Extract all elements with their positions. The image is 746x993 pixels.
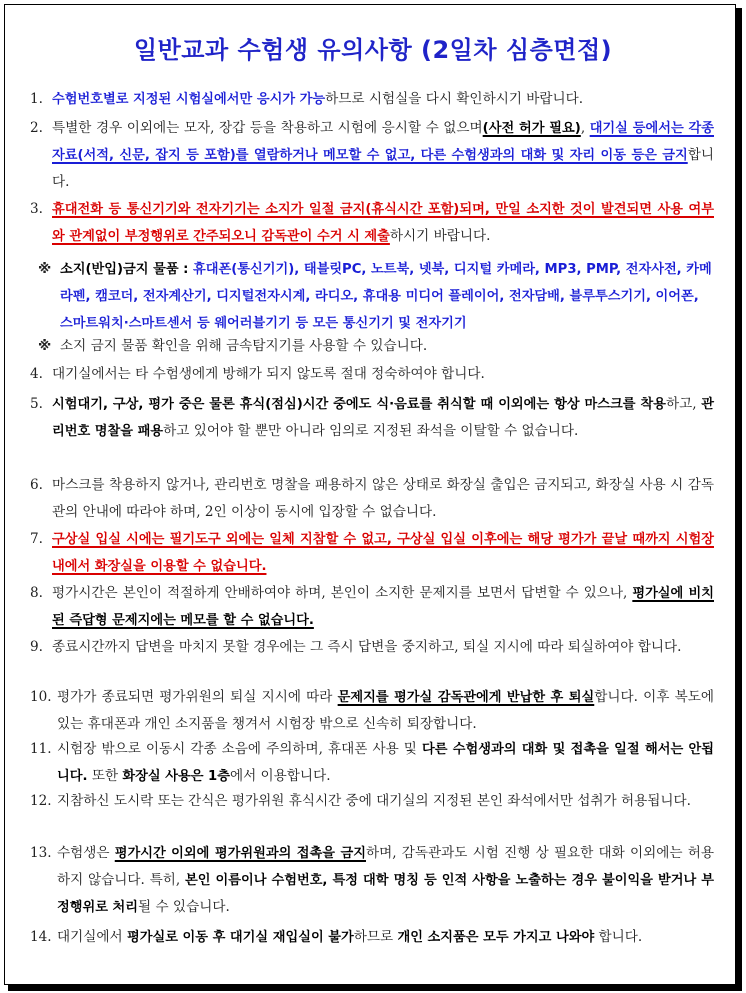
notice-item: [30, 86, 714, 113]
notice-item-number: 7.: [30, 531, 43, 547]
page-shadow-bottom: [8, 985, 742, 991]
notice-text: 대기실에서는 타 수험생에게 방해가 되지 않도록 절대 정숙하여야 합니다.: [52, 366, 485, 382]
page-title: 일반교과 수험생 유의사항 (2일차 심층면접): [133, 36, 613, 64]
notice-item-number: 1.: [30, 91, 43, 107]
notice-text: 하고,: [665, 396, 702, 412]
emphasis-text: 시험대기, 구상, 평가 중은 물론 휴식(점심)시간 중에도 식·음료를 취식할 때 이외에는 항상 마스크를 착용: [52, 397, 666, 412]
notice-text: 하며, 감독관과도 시험 진행 상 필요한 대화 이외에는 허용하지 않습니다. 특히,: [57, 845, 715, 888]
notice-text: 합니다.: [594, 929, 643, 945]
notice-item: [30, 924, 714, 951]
notice-item-number: 2.: [30, 120, 43, 136]
notice-text: 하시기 바랍니다.: [389, 228, 491, 244]
notice-item: [30, 391, 714, 445]
emphasis-text: 평가실에 비치된 즉답형 문제지에는 메모를 할 수 없습니다.: [52, 586, 714, 628]
notice-item-number: 10.: [30, 689, 52, 705]
notice-text: 하므로 시험실을 다시 확인하시기 바랍니다.: [325, 91, 584, 107]
notice-item-number: 9.: [30, 639, 43, 655]
notice-text: 에서 이용합니다.: [229, 768, 331, 784]
notice-text: 또한: [87, 768, 123, 784]
note-mark: ※: [38, 261, 52, 277]
emphasis-text: 수험번호별로 지정된 시험실에서만 응시가 가능: [52, 92, 326, 107]
notice-text: 합니다. 이후 복도에 있는 휴대폰과 개인 소지품을 챙겨서 시험장 밖으로 신속히 퇴장합니다.: [57, 689, 715, 732]
notice-item-number: 4.: [30, 366, 43, 382]
metal-detector-note: [38, 333, 714, 360]
notice-text: 될 수 있습니다.: [138, 899, 230, 915]
notice-item: [30, 736, 714, 790]
metal-detector-text: 소지 금지 물품 확인을 위해 금속탐지기를 사용할 수 있습니다.: [60, 338, 428, 354]
notice-item: [30, 196, 714, 250]
emphasis-text: 구상실 입실 시에는 필기도구 외에는 일체 지참할 수 없고, 구상실 입실 이후에는 해당 평가가 끝날 때까지 시험장 내에서 화장실을 이용할 수 없습니다.: [52, 532, 714, 574]
notice-text: 평가시간은 본인이 적절하게 안배하여야 하며, 본인이 소지한 문제지를 보면서 답변할 수 있으나,: [52, 585, 633, 601]
notice-text: 시험장 밖으로 이동시 각종 소음에 주의하며, 휴대폰 사용 및: [57, 741, 422, 757]
emphasis-text: 평가시간 이외에 평가위원과의 접촉을 금지: [114, 846, 366, 861]
prohibited-items-label: 소지(반입)금지 물품 :: [60, 262, 194, 277]
notice-text: 합니다.: [52, 147, 714, 190]
notice-item-number: 6.: [30, 477, 43, 493]
emphasis-text: 다른 수험생과의 대화 및 접촉을 일절 해서는 안됩니다.: [57, 742, 714, 784]
notice-text: 지참하신 도시락 또는 간식은 평가위원 휴식시간 중에 대기실의 지정된 본인 좌석에서만 섭취가 허용됩니다.: [57, 793, 691, 809]
notice-item: [30, 115, 714, 196]
emphasis-text: 관리번호 명찰을 패용: [52, 397, 714, 439]
notice-item: [30, 788, 714, 815]
emphasis-text: (사전 허가 필요): [482, 121, 581, 136]
notice-item: [30, 580, 714, 634]
emphasis-text: 평가실로 이동 후 대기실 재입실이 불가: [126, 930, 354, 945]
notice-item-number: 12.: [30, 793, 52, 809]
notice-item-number: 14.: [30, 929, 52, 945]
notice-text: ,: [580, 120, 590, 136]
emphasis-text: 본인 이름이나 수험번호, 특정 대학 명칭 등 인적 사항을 노출하는 경우 불이익을 받거나 부정행위로 처리: [57, 873, 714, 915]
notice-text: 하고 있어야 할 뿐만 아니라 임의로 지정된 좌석을 이탈할 수 없습니다.: [163, 423, 579, 439]
notice-item-number: 13.: [30, 845, 52, 861]
notice-text: 마스크를 착용하지 않거나, 관리번호 명찰을 패용하지 않은 상태로 화장실 출입은 금지되고, 화장실 사용 시 감독관의 안내에 따라야 하며, 2인 이상이 동시에 입장할 수 없습니다.: [52, 477, 714, 520]
prohibited-items-list: 휴대폰(통신기기), 태블릿PC, 노트북, 넷북, 디지털 카메라, MP3, PMP, 전자사전, 카메라펜, 캠코더, 전자계산기, 디지털전자시계, 라디오, 휴대용 미디어 플레이어, 전자담배, 블루투스기기, 이어폰, 스마트워치·스마트센서 등 웨어러블기기 등 모든 통신기기 및 전자기기: [60, 262, 712, 331]
notice-text: 특별한 경우 이외에는 모자, 장갑 등을 착용하고 시험에 응시할 수 없으며: [52, 120, 483, 136]
emphasis-text: 화장실 사용은 1층: [122, 769, 230, 784]
notice-item: [30, 472, 714, 526]
notice-item-number: 5.: [30, 396, 43, 412]
notice-text: 수험생은: [57, 845, 115, 861]
notice-item-number: 3.: [30, 201, 43, 217]
notice-item: [30, 634, 714, 661]
notice-item-number: 8.: [30, 585, 43, 601]
emphasis-text: 휴대전화 등 통신기기와 전자기기는 소지가 일절 금지(휴식시간 포함)되며, 만일 소지한 것이 발견되면 사용 여부와 관계없이 부정행위로 간주되오니 감독관이 수거 시 제출: [52, 202, 714, 244]
notice-item: [30, 526, 714, 580]
notice-item: [30, 361, 714, 388]
emphasis-text: 개인 소지품은 모두 가지고 나와야: [397, 930, 595, 945]
notice-text: 하므로: [353, 929, 398, 945]
prohibited-items-note: [38, 256, 714, 337]
notice-text: 종료시간까지 답변을 마치지 못할 경우에는 그 즉시 답변을 중지하고, 퇴실 지시에 따라 퇴실하여야 합니다.: [52, 639, 682, 655]
notice-item-number: 11.: [30, 741, 52, 757]
emphasis-text: 문제지를 평가실 감독관에게 반납한 후 퇴실: [337, 690, 595, 705]
notice-item: [30, 684, 714, 738]
emphasis-text: 대기실 등에서는 각종 자료(서적, 신문, 잡지 등 포함)를 열람하거나 메모할 수 없고, 다른 수험생과의 대화 및 자리 이동 등은 금지: [52, 121, 714, 163]
page-shadow-right: [736, 8, 742, 989]
notice-item: [30, 840, 714, 921]
notice-text: 평가가 종료되면 평가위원의 퇴실 지시에 따라: [57, 689, 338, 705]
notice-text: 대기실에서: [57, 929, 127, 945]
note-mark: ※: [38, 338, 52, 354]
